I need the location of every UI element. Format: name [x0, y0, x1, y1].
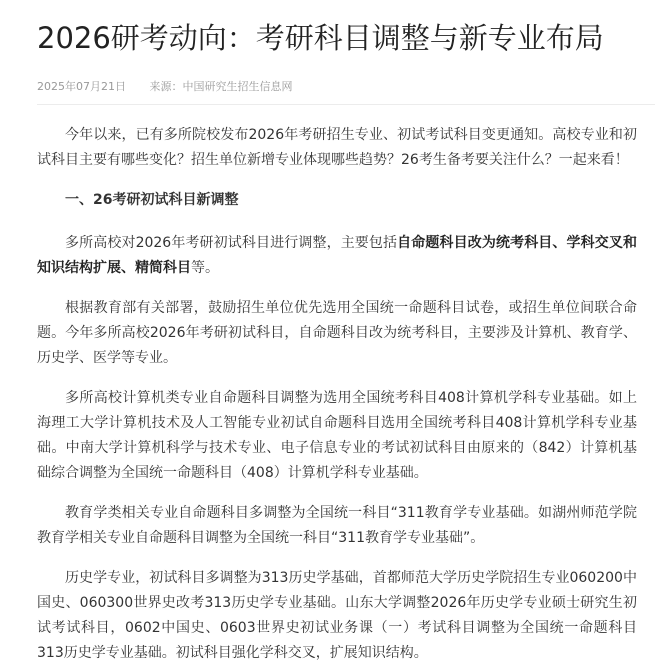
article-meta: [37, 79, 293, 95]
paragraph-computer-science: 多所高校计算机类专业自命题科目调整为选用全国统考科目408计算机学科专业基础。如上海理工大学计算机技术及人工智能专业初试自命题科目选用全国统考科目408计算机学科专业基础。中南大学计算机科学与技术专业、电子信息专业的考试初试科目由原来的（842）计算机基础综合调整为全国统一命题科目（408）计算机学科专业基础。: [37, 390, 637, 481]
intro-paragraph: 今年以来，已有多所院校发布2026年考研招生专业、初试考试科目变更通知。高校专业和初试科目主要有哪些变化？招生单位新增专业体现哪些趋势？26考生备考要关注什么？一起来看！: [37, 127, 637, 168]
article-source: 来源：中国研究生招生信息网: [149, 80, 293, 93]
publish-date: 2025年07月21日: [37, 80, 126, 93]
paragraph-text: 多所高校对2026年考研初试科目进行调整，主要包括: [65, 235, 398, 251]
page-title: 2026研考动向：考研科目调整与新专业布局: [37, 21, 604, 55]
paragraph-policy: 根据教育部有关部署，鼓励招生单位优先选用全国统一命题科目试卷，或招生单位间联合命题。今年多所高校2026年考研初试科目，自命题科目改为统考科目，主要涉及计算机、教育学、历史学、医学等专业。: [37, 300, 637, 366]
section-heading: 一、26考研初试科目新调整: [65, 192, 239, 208]
paragraph-adjustment-summary: [37, 231, 637, 281]
paragraph-history: 历史学专业，初试科目多调整为313历史学基础，首都师范大学历史学院招生专业060200中国史、060300世界史改考313历史学专业基础。山东大学调整2026年历史学专业硕士研究生初试考试科目，0602中国史、0603世界史初试业务课（一）考试科目调整为全国统一命题科目313历史学专业基础。初试科目强化学科交叉，扩展知识结构。: [37, 570, 637, 661]
paragraph-education: 教育学类相关专业自命题科目多调整为全国统一科目“311教育学专业基础。如湖州师范学院教育学相关专业自命题科目调整为全国统一科目“311教育学专业基础”。: [37, 505, 637, 546]
article-body: [37, 123, 637, 671]
paragraph-text: 等。: [191, 260, 219, 276]
header-divider: [37, 104, 655, 105]
highlighted-text: 自命题科目改为统考科目、学科交叉和知识结构扩展、精简科目: [37, 235, 637, 276]
